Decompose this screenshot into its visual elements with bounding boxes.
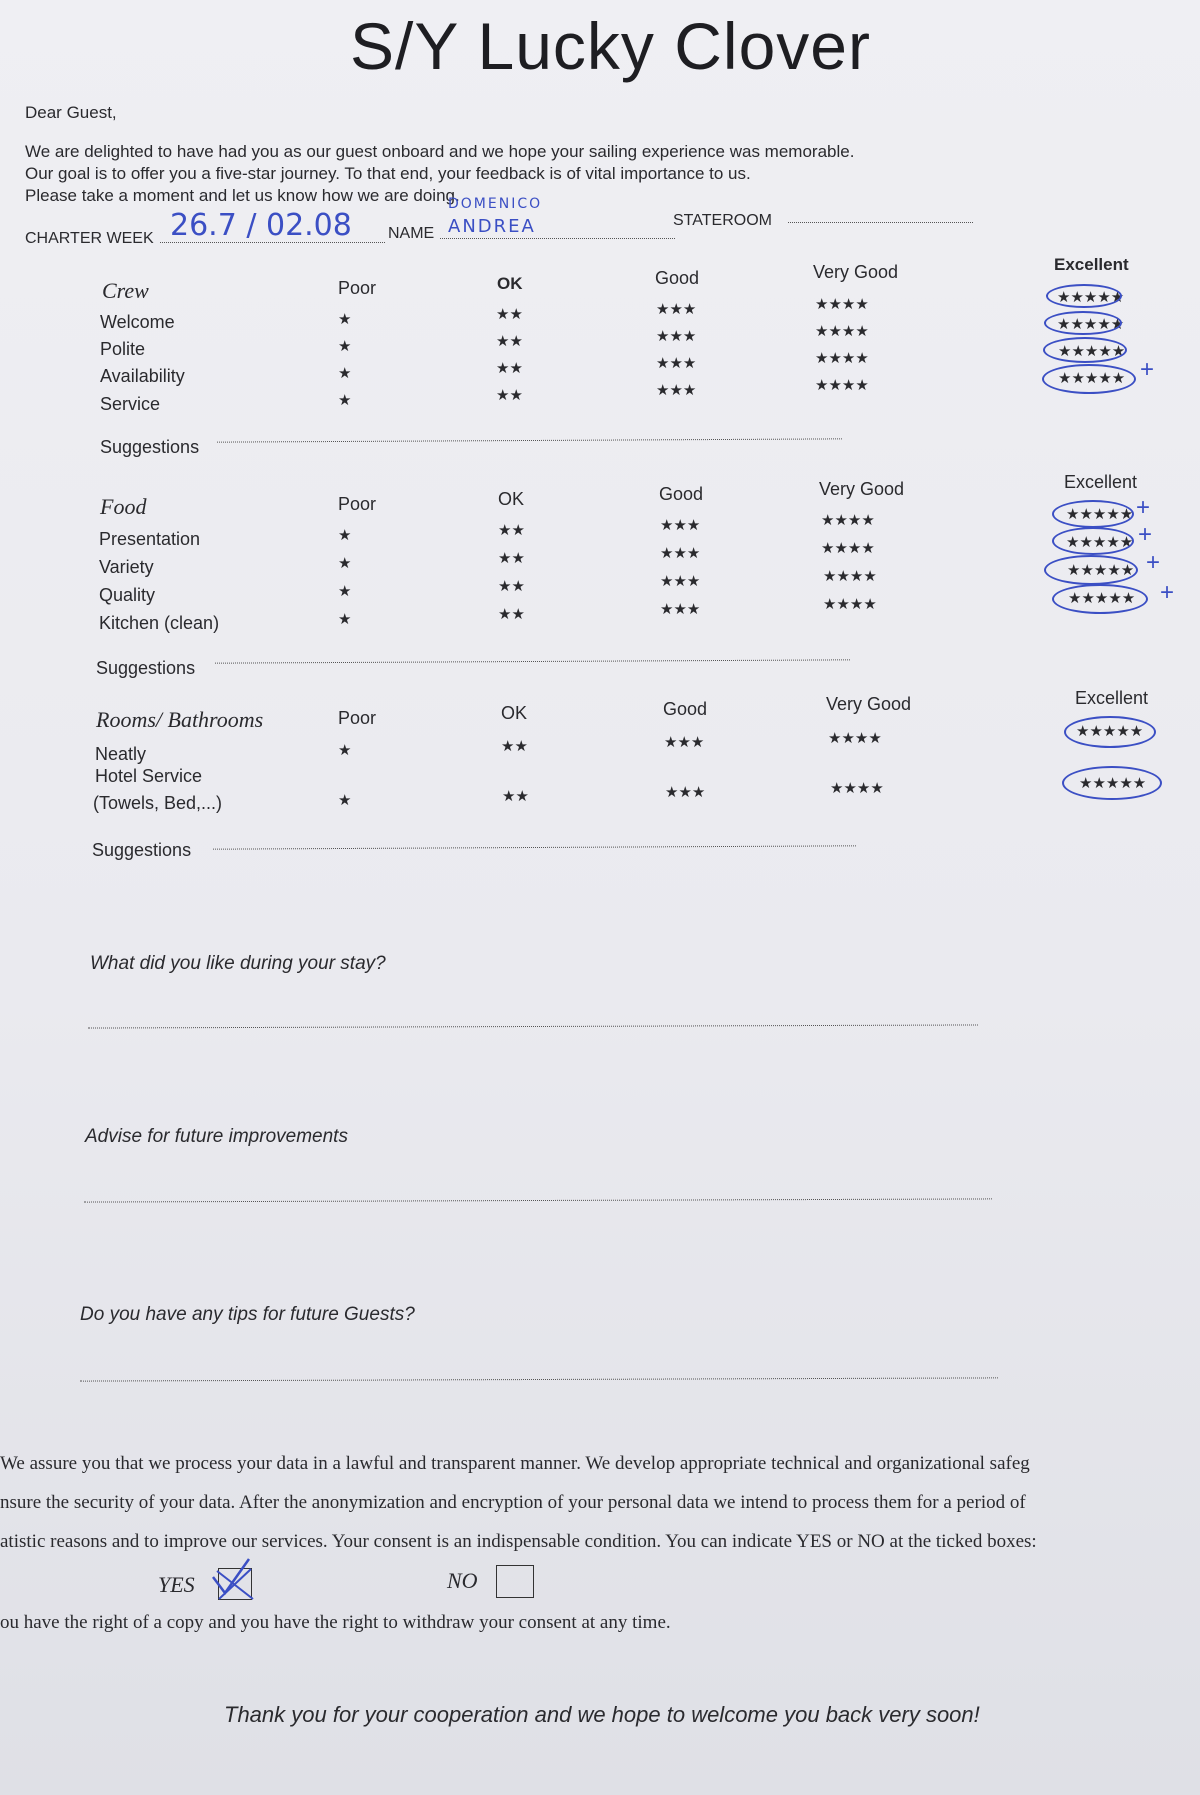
- rating-star-2[interactable]: ★★: [496, 333, 523, 350]
- col-ok: OK: [497, 274, 523, 293]
- rating-star-5[interactable]: ★★★★★: [1067, 562, 1135, 579]
- crew-suggestions-line[interactable]: [217, 438, 842, 442]
- question-liked: What did you like during your stay?: [90, 953, 386, 974]
- rating-star-1[interactable]: ★: [338, 311, 352, 328]
- intro-line-2: Our goal is to offer you a five-star journey. To that end, your feedback is of vital importance to us.: [25, 164, 751, 183]
- rating-star-3[interactable]: ★★★: [656, 301, 697, 318]
- charter-week-label: CHARTER WEEK: [25, 230, 154, 247]
- answer-tips-line[interactable]: [80, 1377, 998, 1381]
- stateroom-label: STATEROOM: [673, 212, 772, 229]
- rating-star-2[interactable]: ★★: [496, 306, 523, 323]
- selected-circle: [1052, 500, 1134, 528]
- selected-circle: [1043, 337, 1127, 363]
- intro-line-3: Please take a moment and let us know how we are doing.: [25, 186, 460, 205]
- food-suggestions-line[interactable]: [215, 659, 850, 663]
- rating-star-5[interactable]: ★★★★★: [1068, 590, 1136, 607]
- privacy-line-1: We assure you that we process your data in a lawful and transparent manner. We develop appropriate technical and organizational safeg: [0, 1453, 1030, 1474]
- rating-star-5[interactable]: ★★★★★: [1057, 289, 1125, 306]
- rating-star-4[interactable]: ★★★★: [821, 540, 875, 557]
- greeting: Dear Guest,: [25, 103, 117, 122]
- section-title-rooms: Rooms/ Bathrooms: [96, 707, 264, 732]
- rating-star-2[interactable]: ★★: [496, 387, 523, 404]
- col-very-good: Very Good: [826, 694, 912, 714]
- rating-star-1[interactable]: ★: [338, 742, 352, 759]
- rating-star-5[interactable]: ★★★★★: [1079, 775, 1147, 792]
- crew-suggestions-label: Suggestions: [100, 437, 200, 457]
- rating-star-4[interactable]: ★★★★: [823, 596, 877, 613]
- rating-star-3[interactable]: ★★★: [665, 784, 706, 801]
- selected-circle: [1062, 766, 1162, 800]
- col-very-good: Very Good: [819, 479, 905, 499]
- rooms-item-hotel-service: Hotel Service: [95, 766, 203, 786]
- rating-star-2[interactable]: ★★: [501, 738, 528, 755]
- selected-circle: [1044, 311, 1125, 335]
- col-poor: Poor: [338, 278, 377, 298]
- rating-star-4[interactable]: ★★★★: [821, 512, 875, 529]
- rating-star-1[interactable]: ★: [338, 555, 352, 572]
- rooms-item-neatly: Neatly: [95, 744, 147, 764]
- rooms-item-towels: (Towels, Bed,...): [93, 793, 223, 813]
- selected-circle: [1046, 284, 1125, 308]
- selected-circle: [1044, 555, 1138, 585]
- consent-yes-label: YES: [158, 1572, 195, 1597]
- rating-star-1[interactable]: ★: [338, 611, 352, 628]
- charter-week-value[interactable]: 26.7 / 02.08: [170, 208, 352, 243]
- rating-star-5[interactable]: ★★★★★: [1058, 370, 1126, 387]
- col-excellent: Excellent: [1054, 255, 1129, 274]
- checkmark-icon: [207, 1551, 267, 1611]
- rating-star-4[interactable]: ★★★★: [815, 377, 869, 394]
- food-item-presentation: Presentation: [99, 529, 201, 549]
- crew-item-availability: Availability: [100, 366, 185, 386]
- plus-mark: +: [1138, 521, 1153, 548]
- rating-star-4[interactable]: ★★★★: [828, 730, 882, 747]
- rating-star-1[interactable]: ★: [338, 583, 352, 600]
- rating-star-3[interactable]: ★★★: [660, 517, 701, 534]
- form-title: S/Y Lucky Clover: [350, 9, 871, 83]
- name-line: [440, 238, 675, 239]
- rating-star-5[interactable]: ★★★★★: [1058, 343, 1126, 360]
- rating-star-3[interactable]: ★★★: [656, 355, 697, 372]
- rooms-suggestions-label: Suggestions: [92, 840, 192, 860]
- consent-no-label: NO: [447, 1568, 478, 1593]
- col-poor: Poor: [338, 708, 377, 728]
- rights-text: ou have the right of a copy and you have the right to withdraw your consent at any time.: [0, 1612, 671, 1633]
- col-good: Good: [655, 268, 700, 288]
- col-ok: OK: [501, 703, 528, 723]
- plus-mark: +: [1140, 356, 1155, 383]
- col-good: Good: [663, 699, 708, 719]
- crew-item-welcome: Welcome: [100, 312, 175, 332]
- food-suggestions-label: Suggestions: [96, 658, 196, 678]
- question-tips: Do you have any tips for future Guests?: [80, 1304, 415, 1325]
- closing-message: Thank you for your cooperation and we hope to welcome you back very soon!: [224, 1702, 980, 1727]
- rating-star-1[interactable]: ★: [338, 338, 352, 355]
- name-value[interactable]: ANDREA: [448, 216, 536, 237]
- rating-star-4[interactable]: ★★★★: [815, 323, 869, 340]
- rating-star-5[interactable]: ★★★★★: [1066, 534, 1134, 551]
- crew-item-service: Service: [100, 394, 161, 414]
- section-title-food: Food: [100, 494, 147, 519]
- col-excellent: Excellent: [1064, 472, 1138, 492]
- rooms-suggestions-line[interactable]: [213, 845, 856, 849]
- col-good: Good: [659, 484, 704, 504]
- privacy-line-3: atistic reasons and to improve our services. Your consent is an indispensable condition. You can indicate YES or NO at the ticked boxes:: [0, 1531, 1037, 1552]
- section-title-crew: Crew: [102, 278, 149, 303]
- rating-star-2[interactable]: ★★: [498, 606, 525, 623]
- selected-circle: [1064, 716, 1156, 748]
- rating-star-2[interactable]: ★★: [498, 578, 525, 595]
- answer-liked-line[interactable]: [88, 1024, 978, 1028]
- rating-star-3[interactable]: ★★★: [660, 545, 701, 562]
- rating-star-1[interactable]: ★: [338, 365, 352, 382]
- privacy-line-2: nsure the security of your data. After the anonymization and encryption of your personal data we intend to process them for a period of: [0, 1492, 1026, 1513]
- selected-circle: [1052, 584, 1148, 614]
- rating-star-3[interactable]: ★★★: [664, 734, 705, 751]
- rating-star-5[interactable]: ★★★★★: [1076, 723, 1144, 740]
- rating-star-1[interactable]: ★: [338, 527, 352, 544]
- selected-circle: [1042, 364, 1136, 394]
- plus-mark: +: [1160, 579, 1175, 606]
- col-very-good: Very Good: [813, 262, 899, 282]
- plus-mark: +: [1146, 549, 1161, 576]
- rating-star-3[interactable]: ★★★: [660, 573, 701, 590]
- col-poor: Poor: [338, 494, 377, 514]
- plus-mark: +: [1136, 494, 1151, 521]
- rating-star-2[interactable]: ★★: [496, 360, 523, 377]
- rating-star-2[interactable]: ★★: [502, 788, 529, 805]
- stateroom-line[interactable]: [788, 222, 973, 223]
- rating-star-5[interactable]: ★★★★★: [1057, 316, 1125, 333]
- rating-star-2[interactable]: ★★: [498, 550, 525, 567]
- name-label: NAME: [388, 225, 435, 242]
- food-item-variety: Variety: [99, 557, 154, 577]
- rating-star-1[interactable]: ★: [338, 792, 352, 809]
- rating-star-4[interactable]: ★★★★: [830, 780, 884, 797]
- selected-circle: [1052, 527, 1134, 555]
- rating-star-5[interactable]: ★★★★★: [1066, 506, 1134, 523]
- name-value-top[interactable]: DOMENICO: [448, 196, 543, 212]
- rating-star-2[interactable]: ★★: [498, 522, 525, 539]
- rating-star-4[interactable]: ★★★★: [815, 296, 869, 313]
- intro-line-1: We are delighted to have had you as our guest onboard and we hope your sailing experience was memorable.: [25, 142, 855, 161]
- food-item-quality: Quality: [99, 585, 156, 605]
- consent-no-checkbox[interactable]: [496, 1565, 534, 1598]
- rating-star-3[interactable]: ★★★: [656, 382, 697, 399]
- rating-star-1[interactable]: ★: [338, 392, 352, 409]
- question-improvements: Advise for future improvements: [85, 1126, 348, 1147]
- answer-improvements-line[interactable]: [84, 1198, 992, 1202]
- rating-star-3[interactable]: ★★★: [660, 601, 701, 618]
- rating-star-4[interactable]: ★★★★: [815, 350, 869, 367]
- col-excellent: Excellent: [1075, 688, 1149, 708]
- rating-star-3[interactable]: ★★★: [656, 328, 697, 345]
- food-item-kitchen: Kitchen (clean): [99, 613, 220, 633]
- col-ok: OK: [498, 489, 525, 509]
- consent-yes-checkbox[interactable]: [218, 1568, 252, 1600]
- rating-star-4[interactable]: ★★★★: [823, 568, 877, 585]
- crew-item-polite: Polite: [100, 339, 146, 359]
